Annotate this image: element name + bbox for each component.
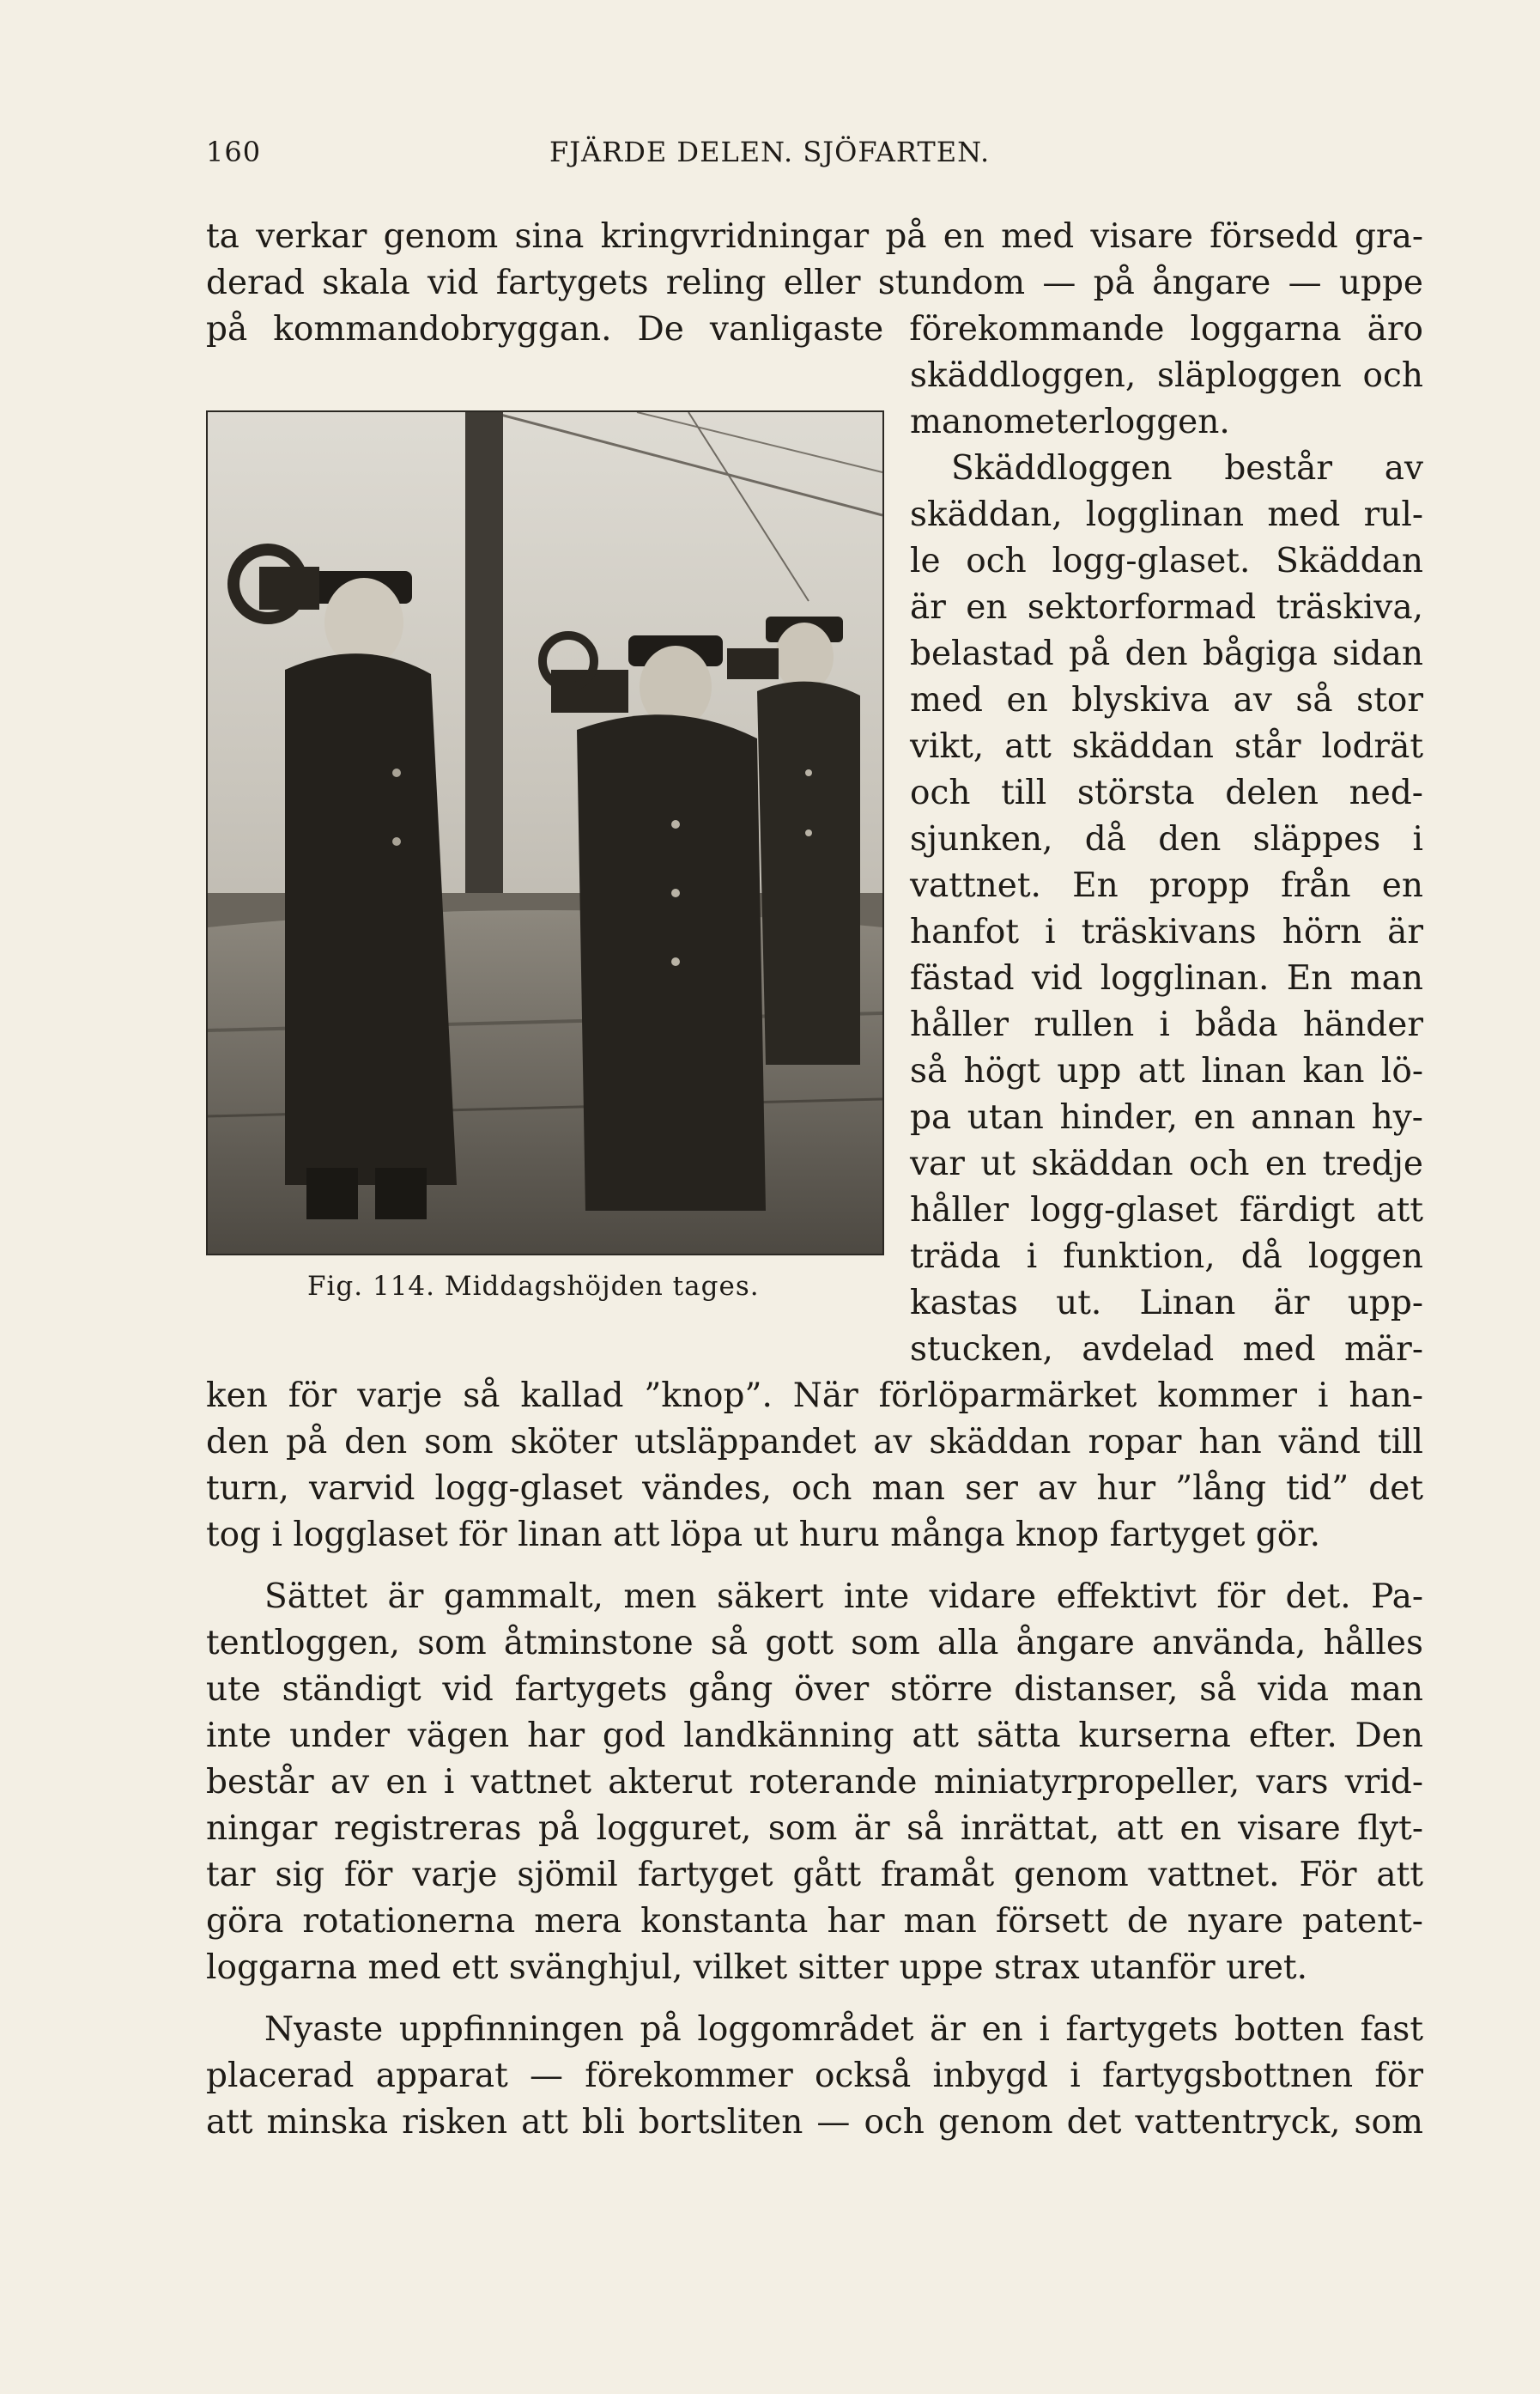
body-line: derad skala vid fartygets reling eller stundom — på ångare — uppe [206,264,1423,302]
body-line: tar sig för varje sjömil fartyget gått framåt genom vattnet. För att [206,1856,1423,1894]
body-line: skäddan, logglinan med rul- [910,495,1423,534]
body-line: vattnet. En propp från en [910,866,1423,905]
body-line: göra rotationerna mera konstanta har man försett de nyare patent- [206,1902,1423,1941]
body-line: håller logg-glaset färdigt att [910,1191,1423,1230]
officers-with-sextants-illustration [208,412,882,1254]
body-line: fästad vid logglinan. En man [910,959,1423,998]
body-line: turn, varvid logg-glaset vändes, och man ser av hur ”lång tid” det [206,1469,1423,1508]
body-line: sjunken, då den släppes i [910,820,1423,859]
body-line: hanfot i träskivans hörn är [910,913,1423,951]
body-line: Sättet är gammalt, men säkert inte vidare effektivt för det. Pa- [264,1577,1423,1616]
body-line: skäddloggen, släploggen och [910,356,1423,395]
figure-caption: Fig. 114. Middagshöjden tages. [307,1271,760,1302]
body-line: belastad på den bågiga sidan [910,635,1423,673]
body-line: tog i logglaset för linan att löpa ut huru många knop fartyget gör. [206,1516,1320,1554]
page-number: 160 [206,136,262,168]
body-line: le och logg-glaset. Skäddan [910,542,1423,580]
body-line: var ut skäddan och en tredje [910,1145,1423,1183]
body-line: att minska risken att bli bortsliten — och genom det vattentryck, som [206,2103,1423,2142]
body-line: loggarna med ett svänghjul, vilket sitter uppe strax utanför uret. [206,1948,1308,1987]
body-line: manometerloggen. [910,403,1230,441]
body-line: ningar registreras på logguret, som är så inrättat, att en visare flyt- [206,1809,1423,1848]
figure-photo [206,410,884,1255]
body-line: vikt, att skäddan står lodrät [910,727,1423,766]
body-line: ken för varje så kallad ”knop”. När förlöparmärket kommer i han- [206,1376,1423,1415]
body-line: Skäddloggen består av [951,449,1423,488]
body-line: med en blyskiva av så stor [910,681,1423,720]
body-line: på kommandobryggan. De vanligaste förekommande loggarna äro [206,310,1423,349]
body-line: pa utan hinder, en annan hy- [910,1098,1423,1137]
body-line: tentloggen, som åtminstone så gott som alla ångare använda, hålles [206,1624,1423,1662]
page-header [206,136,1425,179]
body-line: ute ständigt vid fartygets gång över större distanser, så vida man [206,1670,1423,1709]
body-line: kastas ut. Linan är upp- [910,1284,1423,1322]
body-line: så högt upp att linan kan lö- [910,1052,1423,1091]
body-line: är en sektorformad träskiva, [910,588,1423,627]
body-line: ta verkar genom sina kringvridningar på en med visare försedd gra- [206,217,1423,256]
running-title: FJÄRDE DELEN. SJÖFARTEN. [549,136,991,168]
body-line: placerad apparat — förekommer också inbygd i fartygsbottnen för [206,2057,1423,2095]
body-line: Nyaste uppfinningen på loggområdet är en i fartygets botten fast [264,2010,1423,2049]
body-line: består av en i vattnet akterut roterande miniatyrpropeller, vars vrid- [206,1763,1423,1802]
body-line: inte under vägen har god landkänning att sätta kurserna efter. Den [206,1717,1423,1755]
body-line: stucken, avdelad med mär- [910,1330,1423,1369]
body-line: träda i funktion, då loggen [910,1237,1423,1276]
body-line: den på den som sköter utsläppandet av skäddan ropar han vänd till [206,1423,1423,1461]
body-line: och till största delen ned- [910,774,1423,812]
body-line: håller rullen i båda händer [910,1006,1423,1044]
